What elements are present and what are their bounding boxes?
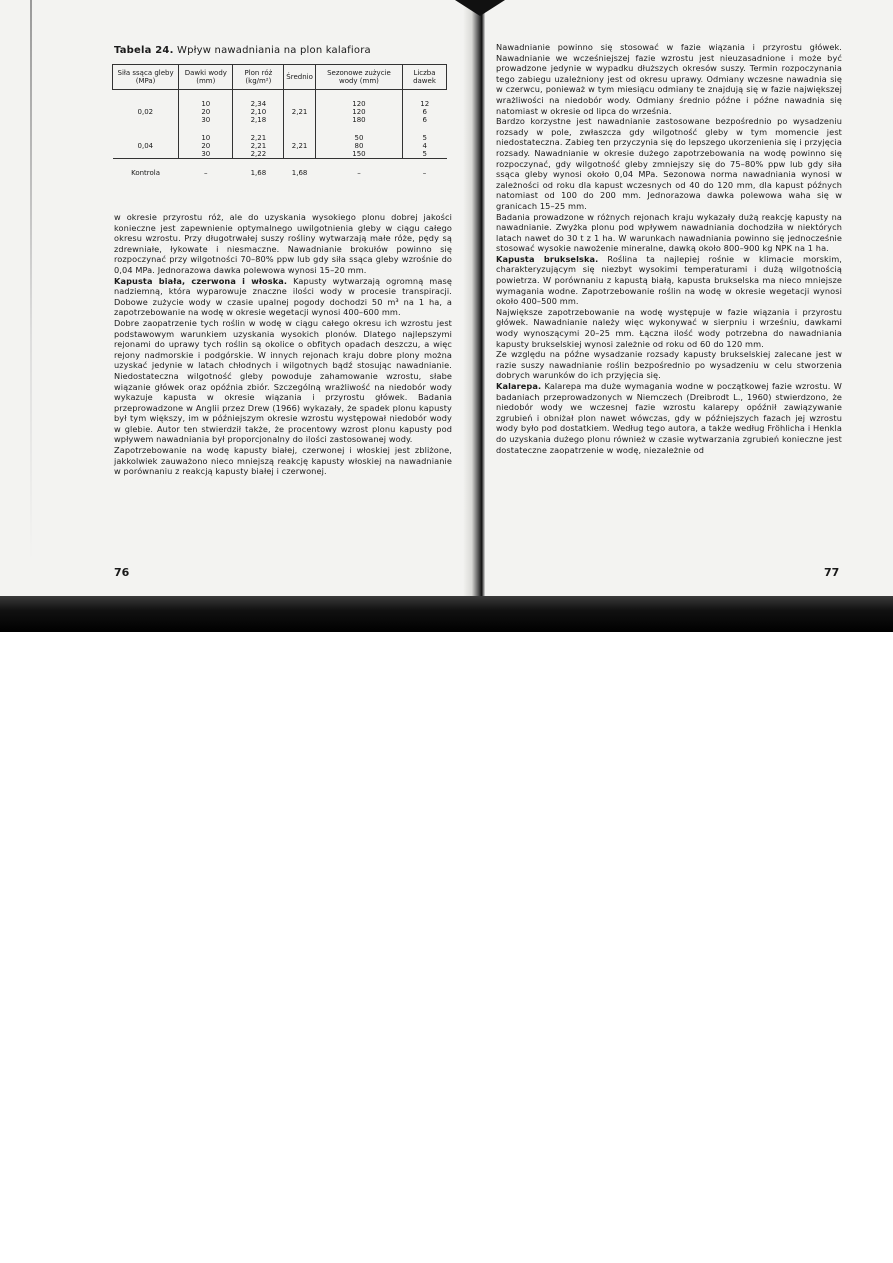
table-cell: 10 20 30 (179, 124, 233, 159)
section-heading: Kapusta biała, czerwona i włoska. (114, 275, 288, 286)
section-heading: Kalarepa. (496, 381, 542, 391)
table-caption-number: Tabela 24. (114, 45, 174, 56)
col-header: Średnio (284, 65, 316, 90)
table-cell: 2,34 2,10 2,18 (233, 90, 284, 125)
page-number: 76 (114, 566, 130, 579)
irrigation-table (112, 64, 447, 177)
paragraph: Zapotrzebowanie na wodę kapusty białej, czerwonej i włoskiej jest zbliżone, jakkolwiek zauważono nieco mniejszą reakcję kapusty włoskiej na nawadnianie w porównaniu z reakcją kapusty białej i czerwonej. (114, 445, 452, 477)
book-gutter (463, 0, 485, 610)
paragraph: w okresie przyrostu róż, ale do uzyskania wysokiego plonu dobrej jakości konieczne jest zapewnienie optymalnego uwilgotnienia gleby w ciągu całego okresu wzrostu. Przy długotrwałej suszy rośliny wytwarzają małe róże, pędy są zdrewniałe, łykowate i niesmaczne. Nawadnianie brokułów powinno się rozpoczynać przy wilgotności 70–80% ppw lub gdy siła ssąca gleby wzrośnie do 0,04 MPa. Jednorazowa dawka polewowa wynosi 15–20 mm. (114, 212, 452, 275)
paragraph: Bardzo korzystne jest nawadnianie zastosowane bezpośrednio po wysadzeniu rozsady w pole, zwłaszcza gdy wilgotność gleby w tym momencie jest niedostateczna. Zabieg ten przyczynia się do lepszego ukorzenienia się i przyjęcia rozsady. Nawadnianie w okresie dużego zapotrzebowania na wodę powinno się rozpoczynać, gdy wilgotność gleby zmniejszy się do 75–80% ppw lub gdy siła ssąca gleby wynosi około 0,04 MPa. Sezonowa norma nawadniania wynosi w zależności od roku dla kapust wczesnych od 40 do 120 mm, dla kapust późnych natomiast od 100 do 200 mm. Jednorazowa dawka polewowa waha się w granicach 15–25 mm. (496, 116, 842, 211)
table-cell: 50 80 150 (315, 124, 402, 159)
table-caption-text: Wpływ nawadniania na plon kalafiora (176, 45, 371, 56)
table-cell: 2,21 (284, 124, 316, 159)
paragraph: Ze względu na późne wysadzanie rozsady kapusty brukselskiej zalecane jest w razie suszy nawadnianie roślin bezpośrednio po wysadzeniu w celu stworzenia dobrych warunków do ich przyjęcia się. (496, 349, 842, 381)
section-heading: Kapusta brukselska. (496, 253, 599, 264)
table-cell: 0,04 (113, 124, 179, 159)
paragraph: Dobre zaopatrzenie tych roślin w wodę w ciągu całego okresu ich wzrostu jest podstawowym warunkiem uzyskania wysokich plonów. Dlatego najlepszymi rejonami do uprawy tych roślin są okolice o obfitych opadach deszczu, a więc rejony nadmorskie i podgórskie. W innych rejonach kraju dobre plony można uzyskać jedynie w latach chłodnych i wilgotnych bądź stosując nawadnianie. Niedostateczna wilgotność gleby powoduje zahamowanie wzrostu, słabe wiązanie główek oraz opóźnia zbiór. Szczególną wrażliwość na niedobór wody wykazuje kapusta w okresie wiązania i przyrostu główek. Badania przeprowadzone w Anglii przez Drew (1966) wykazały, że spadek plonu kapusty był tym większy, im w późniejszym okresie wzrostu występował niedobór wody w glebie. Autor ten stwierdził także, że procentowy wzrost plonu kapusty pod wpływem nawadniania był proporcjonalny do ilości zastosowanej wody. (114, 317, 452, 445)
table-cell: – (422, 169, 427, 177)
paragraph: Badania prowadzone w różnych rejonach kraju wykazały dużą reakcję kapusty na nawadnianie. Zwyżka plonu pod wpływem nawadniania dochodziła w niektórych latach nawet do 30 t z 1 ha. W warunkach nawadniania powinno się jednocześnie stosować wysokie nawożenie mineralne, dawką około 800–900 kg NPK na 1 ha. (496, 211, 842, 254)
table-cell: 5 4 5 (403, 124, 447, 159)
table-cell: – (204, 169, 208, 177)
table-cell: 10 20 30 (179, 90, 233, 125)
table-cell: 12 6 6 (403, 90, 447, 125)
page-edge-shadow (30, 0, 32, 560)
table-cell: Kontrola (131, 169, 161, 177)
scan-shadow-notch (455, 0, 505, 16)
right-body-text (496, 42, 842, 455)
paragraph: Kapusta biała, czerwona i włoska. Kapusty wytwarzają ogromną masę nadziemną, która wyparowuje znaczne ilości wody w procesie transpiracji. Dobowe zużycie wody w czasie upalnej pogody dochodzi 50 m³ na 1 ha, a zapotrzebowanie na wodę w okresie wegetacji wynosi 400–600 mm. (114, 275, 452, 318)
table-cell: 2,21 (284, 90, 316, 125)
table-caption (114, 45, 371, 56)
col-header: Liczba dawek (403, 65, 447, 90)
paragraph: Największe zapotrzebowanie na wodę występuje w fazie wiązania i przyrostu główek. Nawadnianie należy więc wykonywać w sierpniu i wrześniu, dawkami wody wynoszącymi 20–25 mm. Łączna ilość wody potrzebna do nawadniania kapusty brukselskiej wynosi zależnie od roku od 60 do 120 mm. (496, 306, 842, 349)
table-cell: 120 120 180 (315, 90, 402, 125)
table-row (113, 159, 447, 178)
col-header: Sezonowe zużycie wody (mm) (315, 65, 402, 90)
paragraph: Nawadnianie powinno się stosować w fazie wiązania i przyrostu główek. Nawadnianie we wcześniejszej fazie wzrostu jest nieuzasadnione i może być prowadzone jedynie w wypadku dłuższych okresów suszy. Termin rozpoczynania tego zabiegu uzależniony jest od okresu uprawy. Odmiany wczesne nawadnia się w czerwcu, ponieważ w tym miesiącu odmiany te znajdują się w fazie największej wrażliwości na niedobór wody. Odmiany średnio późne i późne nawadnia się natomiast w okresie od lipca do września. (496, 42, 842, 116)
scan-bottom-shadow (0, 596, 893, 632)
table-header-row (113, 65, 447, 90)
paragraph: Kapusta brukselska. Roślina ta najlepiej rośnie w klimacie morskim, charakteryzującym się niezbyt wysokimi temperaturami i dużą wilgotnością powietrza. W porównaniu z kapustą białą, kapusta brukselska ma nieco mniejsze wymagania wodne. Zapotrzebowanie roślin na wodę w okresie wegetacji wynosi około 400–500 mm. (496, 253, 842, 307)
table-row (113, 124, 447, 159)
table-cell: 1,68 (291, 169, 308, 177)
col-header: Dawki wody (mm) (179, 65, 233, 90)
table-row (113, 90, 447, 125)
col-header: Siła ssąca gleby (MPa) (113, 65, 179, 90)
paragraph: Kalarepa. Kalarepa ma duże wymagania wodne w początkowej fazie wzrostu. W badaniach przeprowadzonych w Niemczech (Dreibrodt L., 1960) stwierdzono, że niedobór wody we wczesnej fazie wzrostu kalarepy opóźnił zawiązywanie zgrubień i obniżał plon nawet wówczas, gdy w późniejszych fazach jej wzrostu wody było pod dostatkiem. Według tego autora, a także według Fröhlicha i Henkla do uzyskania dużego plonu również w czasie wytwarzania zgrubień konieczne jest dostateczne zaopatrzenie w wodę, niezależnie od (496, 381, 842, 455)
page-number: 77 (824, 566, 840, 579)
table-cell: 1,68 (250, 169, 267, 177)
col-header: Plon róż (kg/m²) (233, 65, 284, 90)
table-cell: – (357, 169, 361, 177)
table-cell: 2,21 2,21 2,22 (233, 124, 284, 159)
table-cell: 0,02 (137, 108, 154, 116)
left-body-text (114, 212, 452, 477)
